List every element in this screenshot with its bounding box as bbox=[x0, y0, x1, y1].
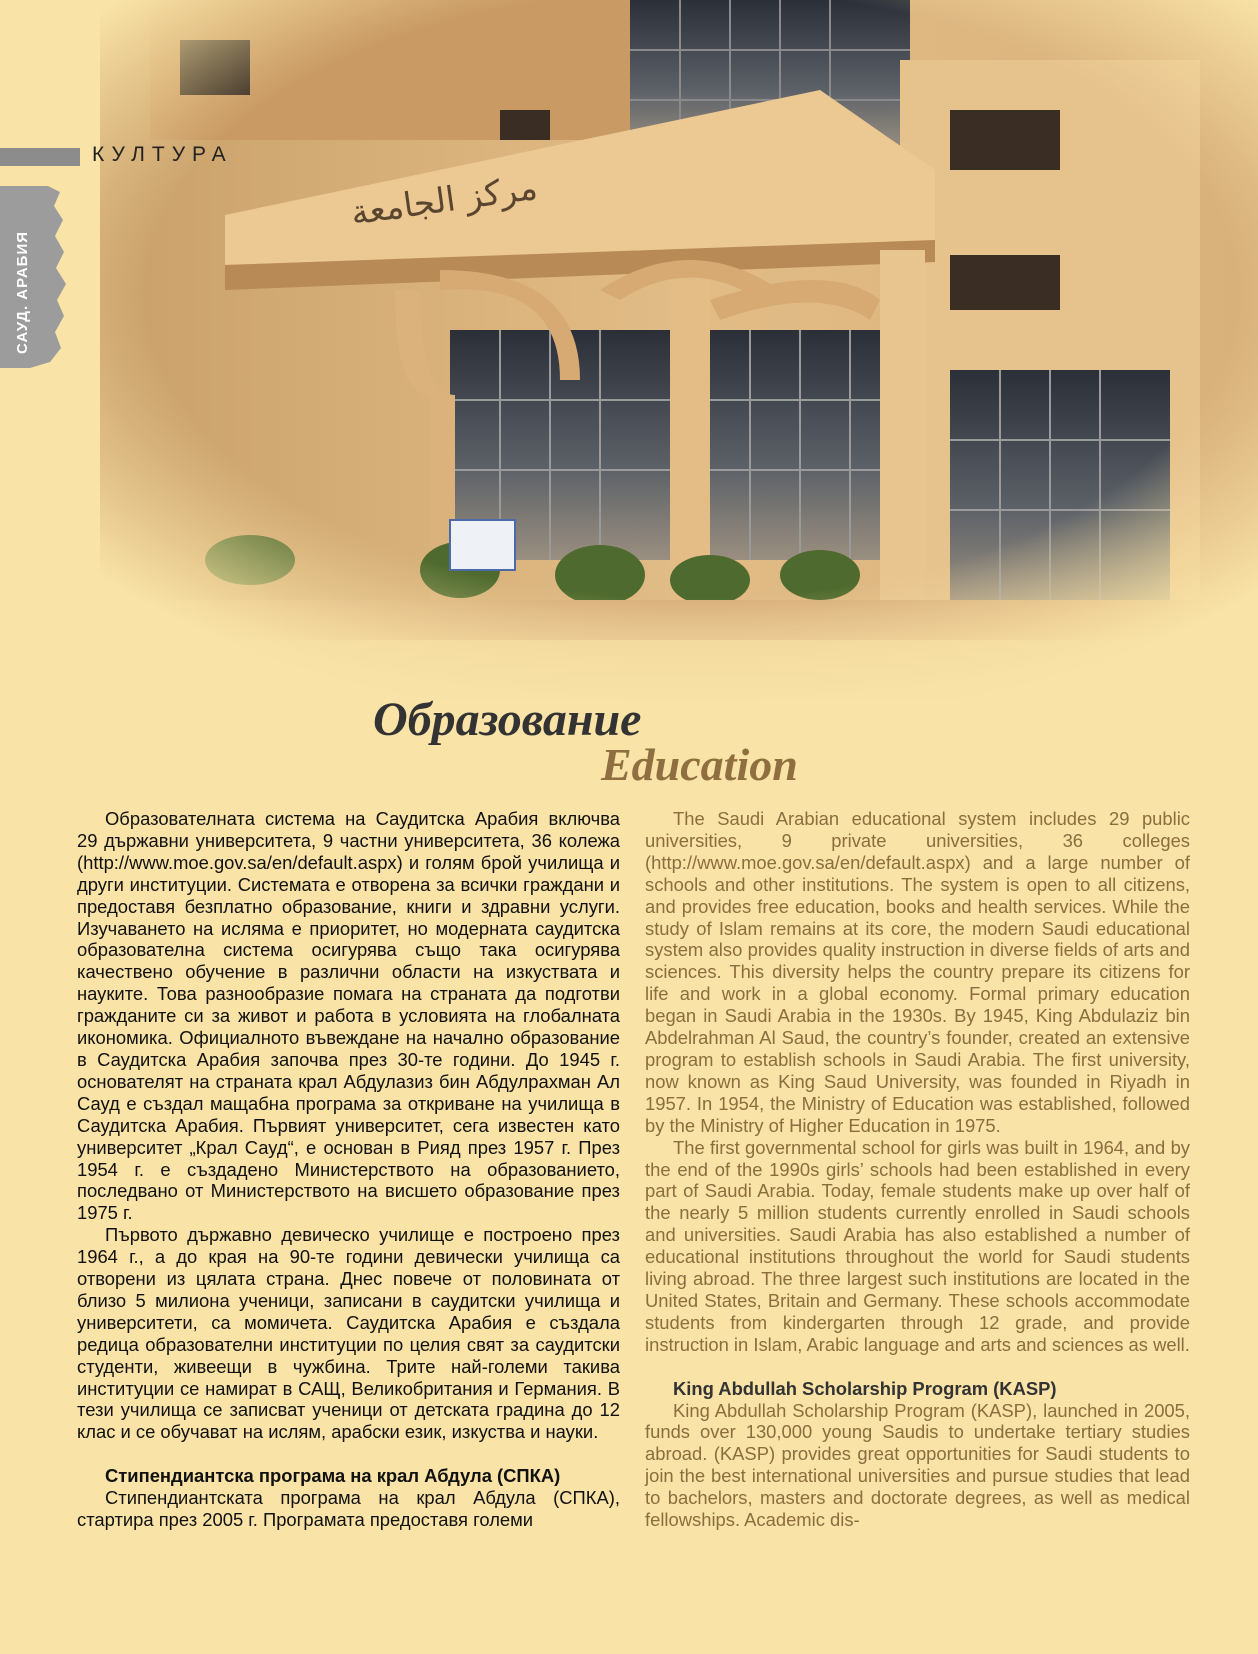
bulgarian-paragraph-1: Образователната система на Саудитска Арабия включва 29 държавни университета, 9 частни университета, 36 колежа (http://www.moe.gov.sa/en/default.aspx) и голям брой училища и други институции. Системата е отворена за всички граждани и предоставя безплатно образование, книги и здравни услуги. Изучаването на исляма е приоритет, но модерната саудитска образователна система осигурява също така осигурява качествено обучение в различни области на изкуствата и науките. Това разнообразие помага на страната да подготви гражданите си за живот и работа в условията на глобалната икономика. Официалното въвеждане на начално образование в Саудитска Арабия започва през 30-те години. До 1945 г. основателят на страната крал Абдулазиз бин Абдулрахман Ал Сауд е създал мащабна програма за откриване на училища в Саудитска Арабия. Първият университет, сега известен като университет „Крал Сауд“, е основан в Рияд през 1957 г. През 1954 г. е създадено Министерството на образованието, последвано от Министерството на висшето образование през 1975 г. bbox=[77, 808, 620, 1224]
section-marker-bar bbox=[0, 148, 80, 166]
english-paragraph-3: King Abdullah Scholarship Program (KASP), launched in 2005, funds over 130,000 young Saudis to undertake tertiary studies abroad. (KASP) provides great opportunities for Saudi students to join the best international universities and pursue studies that lead to bachelors, masters and doctorate degrees, as well as medical fellowships. Academic dis- bbox=[645, 1399, 1190, 1531]
english-text-column bbox=[645, 808, 1190, 1531]
bulgarian-paragraph-3: Стипендиантската програма на крал Абдула (СПКА), стартира през 2005 г. Програмата предоставя големи bbox=[77, 1487, 620, 1531]
bulgarian-subheading: Стипендиантска програма на крал Абдула (СПКА) bbox=[105, 1465, 561, 1487]
title-bulgarian: Образование bbox=[373, 693, 642, 746]
bulgarian-text-column bbox=[77, 808, 620, 1531]
english-paragraph-1: The Saudi Arabian educational system includes 29 public universities, 9 private universities, 36 colleges (http://www.moe.gov.sa/en/default.aspx) and a large number of schools and other institutions. The system is open to all citizens, and provides free education, books and health services. While the study of Islam remains at its core, the modern Saudi educational system also provides quality instruction in diverse fields of arts and sciences. This diversity helps the country prepare its citizens for life and work in a global economy. Formal primary education began in Saudi Arabia in the 1930s. By 1945, King Abdulaziz bin Abdelrahman Al Saud, the country’s founder, created an extensive program to establish schools in Saudi Arabia. The first university, now known as King Saud University, was founded in Riyadh in 1957. In 1954, the Ministry of Education was established, followed by the Ministry of Higher Education in 1975. bbox=[645, 808, 1190, 1136]
bulgarian-paragraph-2: Първото държавно девическо училище е построено през 1964 г., а до края на 90-те години девически училища са отворени из цялата страна. Днес повече от половината от близо 5 милиона ученици, записани в саудитски училища и университети, са момичета. Саудитска Арабия е създала редица образователни институции по целия свят за саудитски студенти, живеещи в чужбина. Трите най-големи такива институции се намират в САЩ, Великобритания и Германия. В тези училища се записват ученици от детската градина до 12 клас и се обучават на ислям, арабски език, изкуства и науки. bbox=[77, 1224, 620, 1443]
side-tab-label: САУД. АРАБИЯ bbox=[14, 230, 31, 354]
english-subheading: King Abdullah Scholarship Program (KASP) bbox=[673, 1377, 1057, 1399]
english-paragraph-2: The first governmental school for girls was built in 1964, and by the end of the 1990s girls’ schools had been established in every part of Saudi Arabia. Today, female students make up over half of the nearly 5 million students currently enrolled in Saudi schools and universities. Saudi Arabia has also established a number of educational institutions throughout the world for Saudi students living abroad. The three largest such institutions are located in the United States, Britain and Germany. These schools accommodate students from kindergarten through 12 grade, and provide instruction in Islam, Arabic language and arts and sciences as well. bbox=[645, 1136, 1190, 1355]
section-label: КУЛТУРА bbox=[92, 143, 233, 166]
title-english: Education bbox=[601, 739, 798, 790]
university-building-photo bbox=[0, 0, 1258, 700]
